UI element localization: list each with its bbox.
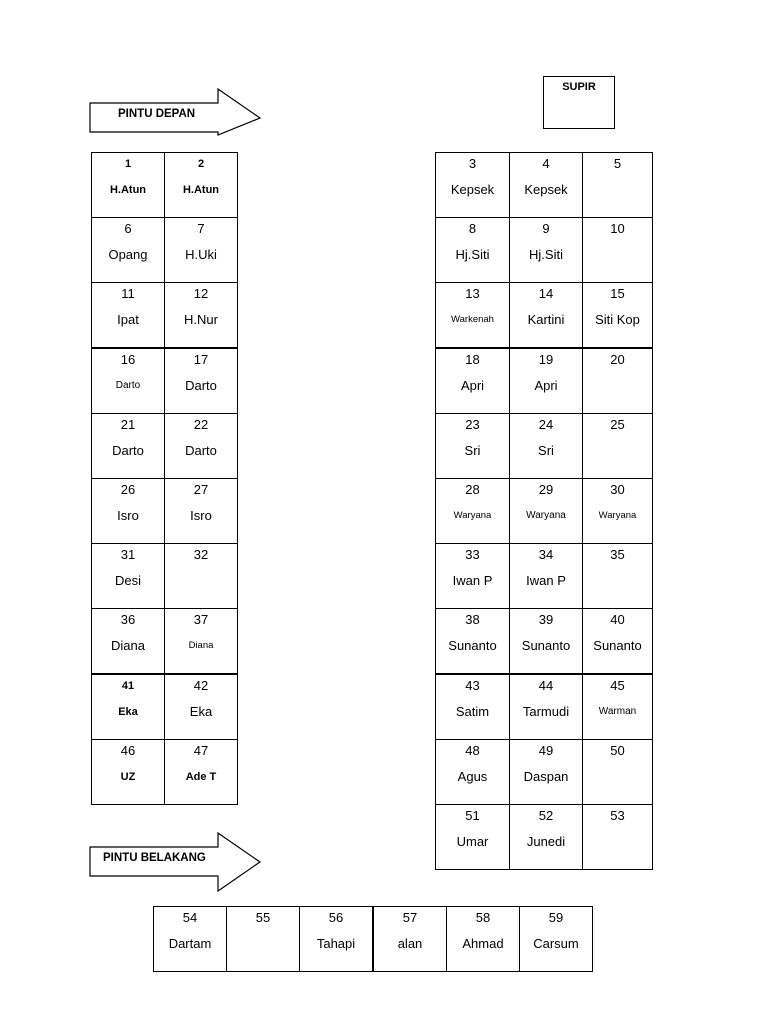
seat-38 [435, 608, 510, 674]
seat-occupant-name: Hj.Siti [455, 247, 490, 262]
seat-9 [509, 217, 583, 283]
seat-22 [164, 413, 238, 479]
seat-number: 44 [538, 678, 554, 693]
seat-occupant-name: Ahmad [462, 936, 504, 951]
seat-number: 48 [465, 743, 480, 758]
seat-36 [91, 608, 165, 674]
seat-number: 13 [465, 286, 480, 301]
seat-occupant-name: Tahapi [316, 936, 356, 951]
seat-number: 32 [193, 547, 209, 562]
seat-59 [519, 906, 593, 972]
seat-occupant-name: Hj.Siti [529, 247, 563, 262]
seat-number: 56 [328, 910, 344, 925]
seat-occupant-name: Waryana [453, 510, 492, 521]
seat-occupant-name: Warman [598, 706, 637, 717]
seat-43 [435, 674, 510, 740]
seat-occupant-name: Sri [464, 443, 481, 458]
seat-occupant-name: Tarmudi [522, 704, 570, 719]
seat-occupant-name: alan [397, 936, 423, 951]
seat-number: 2 [197, 158, 205, 170]
seat-15 [582, 282, 653, 348]
seat-number: 58 [475, 910, 491, 925]
seat-occupant-name: Kepsek [524, 182, 568, 197]
seat-47 [164, 739, 238, 805]
seat-48 [435, 739, 510, 805]
seat-number: 37 [193, 612, 209, 627]
seat-occupant-name: Dartam [168, 936, 212, 951]
seat-number: 36 [120, 612, 136, 627]
seat-number: 10 [610, 221, 625, 236]
seat-32 [164, 543, 238, 609]
seat-35 [582, 543, 653, 609]
seat-number: 19 [538, 352, 554, 367]
seat-42 [164, 674, 238, 740]
seat-occupant-name: Daspan [523, 769, 569, 784]
seat-occupant-name: Isro [190, 508, 212, 523]
seat-number: 18 [465, 352, 480, 367]
seat-occupant-name: Eka [189, 704, 213, 719]
seat-29 [509, 478, 583, 544]
seat-31 [91, 543, 165, 609]
seat-number: 53 [610, 808, 625, 823]
seat-6 [91, 217, 165, 283]
seat-occupant-name: Eka [118, 706, 138, 718]
seat-number: 4 [542, 156, 550, 171]
seat-occupant-name: Waryana [526, 510, 566, 521]
seat-occupant-name: H.Uki [185, 247, 217, 262]
seat-number: 27 [193, 482, 209, 497]
seat-44 [509, 674, 583, 740]
seat-number: 43 [465, 678, 480, 693]
seat-number: 11 [121, 286, 135, 301]
seat-number: 40 [610, 612, 625, 627]
seat-26 [91, 478, 165, 544]
seat-52 [509, 804, 583, 870]
seat-occupant-name: Ade T [185, 771, 217, 783]
front-door-arrow [89, 88, 261, 136]
seat-number: 25 [610, 417, 625, 432]
seat-number: 30 [610, 482, 625, 497]
seat-58 [446, 906, 520, 972]
seat-occupant-name: Iwan P [452, 573, 493, 588]
seat-41 [91, 674, 165, 740]
seat-number: 17 [193, 352, 209, 367]
seat-number: 1 [124, 158, 132, 170]
seat-number: 15 [610, 286, 625, 301]
seat-occupant-name: Apri [460, 378, 485, 393]
seat-1 [91, 152, 165, 218]
seat-occupant-name: H.Atun [182, 184, 220, 196]
seat-4 [509, 152, 583, 218]
seat-28 [435, 478, 510, 544]
seat-number: 12 [193, 286, 209, 301]
seat-number: 59 [548, 910, 564, 925]
seat-11 [91, 282, 165, 348]
seat-occupant-name: Diana [188, 640, 214, 651]
seat-number: 51 [465, 808, 480, 823]
seat-2 [164, 152, 238, 218]
driver-box [543, 76, 615, 129]
seat-number: 35 [610, 547, 625, 562]
seat-occupant-name: Sri [538, 443, 554, 458]
seat-50 [582, 739, 653, 805]
seat-occupant-name: Junedi [526, 834, 566, 849]
seat-occupant-name: Sunanto [593, 638, 642, 653]
seat-number: 16 [120, 352, 136, 367]
seat-55 [226, 906, 300, 972]
seat-24 [509, 413, 583, 479]
seat-3 [435, 152, 510, 218]
front-door-label: PINTU DEPAN [118, 108, 196, 120]
seat-number: 8 [468, 221, 477, 236]
seat-number: 42 [193, 678, 209, 693]
seat-33 [435, 543, 510, 609]
seat-number: 46 [120, 743, 136, 758]
seat-occupant-name: Satim [455, 704, 490, 719]
seat-number: 52 [538, 808, 554, 823]
seat-occupant-name: Darto [112, 443, 144, 458]
seat-occupant-name: Warkenah [451, 314, 494, 325]
seat-number: 24 [538, 417, 554, 432]
seat-10 [582, 217, 653, 283]
seat-number: 26 [120, 482, 136, 497]
seat-number: 20 [610, 352, 625, 367]
seat-number: 29 [538, 482, 554, 497]
seat-number: 45 [610, 678, 625, 693]
seat-12 [164, 282, 238, 348]
seat-number: 55 [255, 910, 271, 925]
seat-occupant-name: Darto [115, 380, 141, 391]
seat-25 [582, 413, 653, 479]
seat-occupant-name: Darto [185, 378, 217, 393]
seat-number: 54 [182, 910, 198, 925]
seat-51 [435, 804, 510, 870]
seat-number: 23 [465, 417, 480, 432]
seat-number: 22 [193, 417, 209, 432]
seat-21 [91, 413, 165, 479]
seat-46 [91, 739, 165, 805]
seat-45 [582, 674, 653, 740]
seat-37 [164, 608, 238, 674]
seat-number: 49 [538, 743, 554, 758]
seat-23 [435, 413, 510, 479]
seat-number: 14 [538, 286, 554, 301]
seat-number: 3 [468, 156, 477, 171]
seat-53 [582, 804, 653, 870]
seat-occupant-name: Ipat [117, 312, 139, 327]
seat-18 [435, 348, 510, 414]
seat-number: 7 [197, 221, 205, 236]
seat-number: 31 [120, 547, 136, 562]
seat-7 [164, 217, 238, 283]
seat-occupant-name: Iwan P [526, 573, 566, 588]
seat-occupant-name: Darto [185, 443, 217, 458]
seat-occupant-name: H.Atun [109, 184, 147, 196]
seat-number: 38 [465, 612, 480, 627]
seat-occupant-name: Isro [117, 508, 139, 523]
seat-20 [582, 348, 653, 414]
seat-27 [164, 478, 238, 544]
seat-occupant-name: Umar [456, 834, 489, 849]
seat-number: 39 [538, 612, 554, 627]
seat-occupant-name: UZ [120, 771, 136, 783]
seat-number: 6 [124, 221, 132, 236]
driver-label: SUPIR [562, 81, 596, 93]
seat-occupant-name: Sunanto [521, 638, 571, 653]
seat-34 [509, 543, 583, 609]
seat-14 [509, 282, 583, 348]
seat-occupant-name: Opang [108, 247, 148, 262]
seat-49 [509, 739, 583, 805]
seat-30 [582, 478, 653, 544]
seat-54 [153, 906, 227, 972]
seat-occupant-name: Desi [114, 573, 141, 588]
seat-occupant-name: Sunanto [448, 638, 497, 653]
seat-occupant-name: Carsum [533, 936, 579, 951]
seat-number: 34 [538, 547, 554, 562]
seat-number: 9 [542, 221, 550, 236]
seat-occupant-name: Siti Kop [595, 312, 640, 327]
seat-occupant-name: Kepsek [450, 182, 495, 197]
back-door-arrow [89, 832, 261, 892]
seat-40 [582, 608, 653, 674]
seat-occupant-name: Kartini [527, 312, 565, 327]
seat-number: 5 [613, 156, 622, 171]
seat-number: 28 [465, 482, 480, 497]
seat-number: 47 [193, 743, 209, 758]
seat-occupant-name: Agus [457, 769, 488, 784]
seat-number: 57 [402, 910, 418, 925]
seat-8 [435, 217, 510, 283]
seat-19 [509, 348, 583, 414]
seat-occupant-name: H.Nur [184, 312, 218, 327]
back-door-label: PINTU BELAKANG [103, 852, 206, 864]
seat-39 [509, 608, 583, 674]
seat-16 [91, 348, 165, 414]
seat-occupant-name: Apri [534, 378, 558, 393]
seat-number: 50 [610, 743, 625, 758]
seat-13 [435, 282, 510, 348]
seat-number: 21 [120, 417, 136, 432]
seat-occupant-name: Diana [111, 638, 145, 653]
seat-56 [299, 906, 373, 972]
seat-number: 33 [465, 547, 480, 562]
seat-57 [373, 906, 447, 972]
seat-number: 41 [121, 680, 135, 692]
seat-occupant-name: Waryana [598, 510, 637, 521]
seat-5 [582, 152, 653, 218]
seat-17 [164, 348, 238, 414]
